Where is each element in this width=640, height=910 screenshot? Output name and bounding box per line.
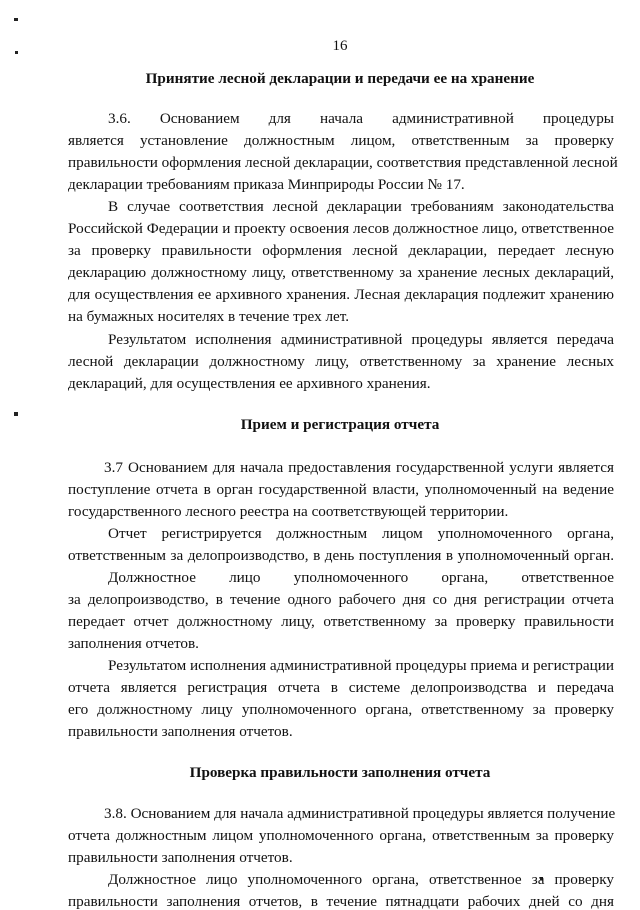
scan-speck — [14, 18, 18, 21]
paragraph-line: поступление отчета в орган государственной власти, уполномоченный на ведение — [68, 481, 614, 498]
paragraph-line: Отчет регистрируется должностным лицом уполномоченного органа, — [108, 525, 614, 542]
section-heading: Проверка правильности заполнения отчета — [189, 764, 491, 781]
paragraph-line: Должностное лицо уполномоченного органа, ответственное — [108, 569, 614, 586]
paragraph-line: правильности заполнения отчетов. — [68, 849, 293, 866]
paragraph-line: декларации требованиям приказа Минприроды России № 17. — [68, 176, 465, 193]
paragraph-line: декларацию должностному лицу, ответственному за хранение лесных деклараций, — [68, 264, 614, 281]
section-heading: Прием и регистрация отчета — [240, 416, 440, 433]
paragraph-line: государственного лесного реестра на соответствующей территории. — [68, 503, 509, 520]
paragraph-line: ответственным за делопроизводство, в день поступления в уполномоченный орган. — [68, 547, 614, 564]
paragraph-line: Российской Федерации и проекту освоения лесов должностное лицо, ответственное — [68, 220, 614, 237]
paragraph-line: передает отчет должностному лицу, ответственному за проверку правильности — [68, 613, 614, 630]
paragraph-line: В случае соответствия лесной декларации требованиям законодательства — [108, 198, 614, 215]
paragraph-line: правильности оформления лесной декларации, соответствия представленной лесной — [68, 154, 618, 171]
paragraph-line: его должностному лицу уполномоченного органа, ответственному за проверку — [68, 701, 614, 718]
paragraph-line: Результатом исполнения административной процедуры является передача — [108, 331, 614, 348]
paragraph-line: является установление должностным лицом, ответственным за проверку — [68, 132, 614, 149]
paragraph-line: отчета является регистрация отчета в системе делопроизводства и передача — [68, 679, 614, 696]
paragraph-line: 3.6. Основанием для начала административной процедуры — [108, 110, 614, 127]
page-number: 16 — [332, 38, 348, 54]
paragraph-line: отчета должностным лицом уполномоченного органа, ответственным за проверку — [68, 827, 614, 844]
paragraph-line: 3.7 Основанием для начала предоставления государственной услуги является — [104, 459, 614, 476]
paragraph-line: для осуществления ее архивного хранения. Лесная декларация подлежит хранению — [68, 286, 614, 303]
paragraph-line: заполнения отчетов. — [68, 635, 199, 652]
paragraph-line: Должностное лицо уполномоченного органа, ответственное за проверку — [108, 871, 614, 888]
paragraph-line: Результатом исполнения административной процедуры приема и регистрации — [108, 657, 614, 674]
paragraph-line: лесной декларации должностному лицу, ответственному за хранение лесных — [68, 353, 614, 370]
paragraph-line: 3.8. Основанием для начала административной процедуры является получение — [104, 805, 616, 822]
paragraph-line: правильности заполнения отчетов. — [68, 723, 293, 740]
section-heading: Принятие лесной декларации и передачи ее на хранение — [145, 70, 535, 87]
paragraph-line: на бумажных носителях в течение трех лет. — [68, 308, 350, 325]
paragraph-line: за проверку правильности оформления лесной декларации, передает лесную — [68, 242, 614, 259]
paragraph-line: деклараций, для осуществления ее архивного хранения. — [68, 375, 431, 392]
paragraph-line: правильности заполнения отчетов, в течение пятнадцати рабочих дней со дня — [68, 893, 614, 910]
paragraph-line: за делопроизводство, в течение одного рабочего дня со дня регистрации отчета — [68, 591, 614, 608]
